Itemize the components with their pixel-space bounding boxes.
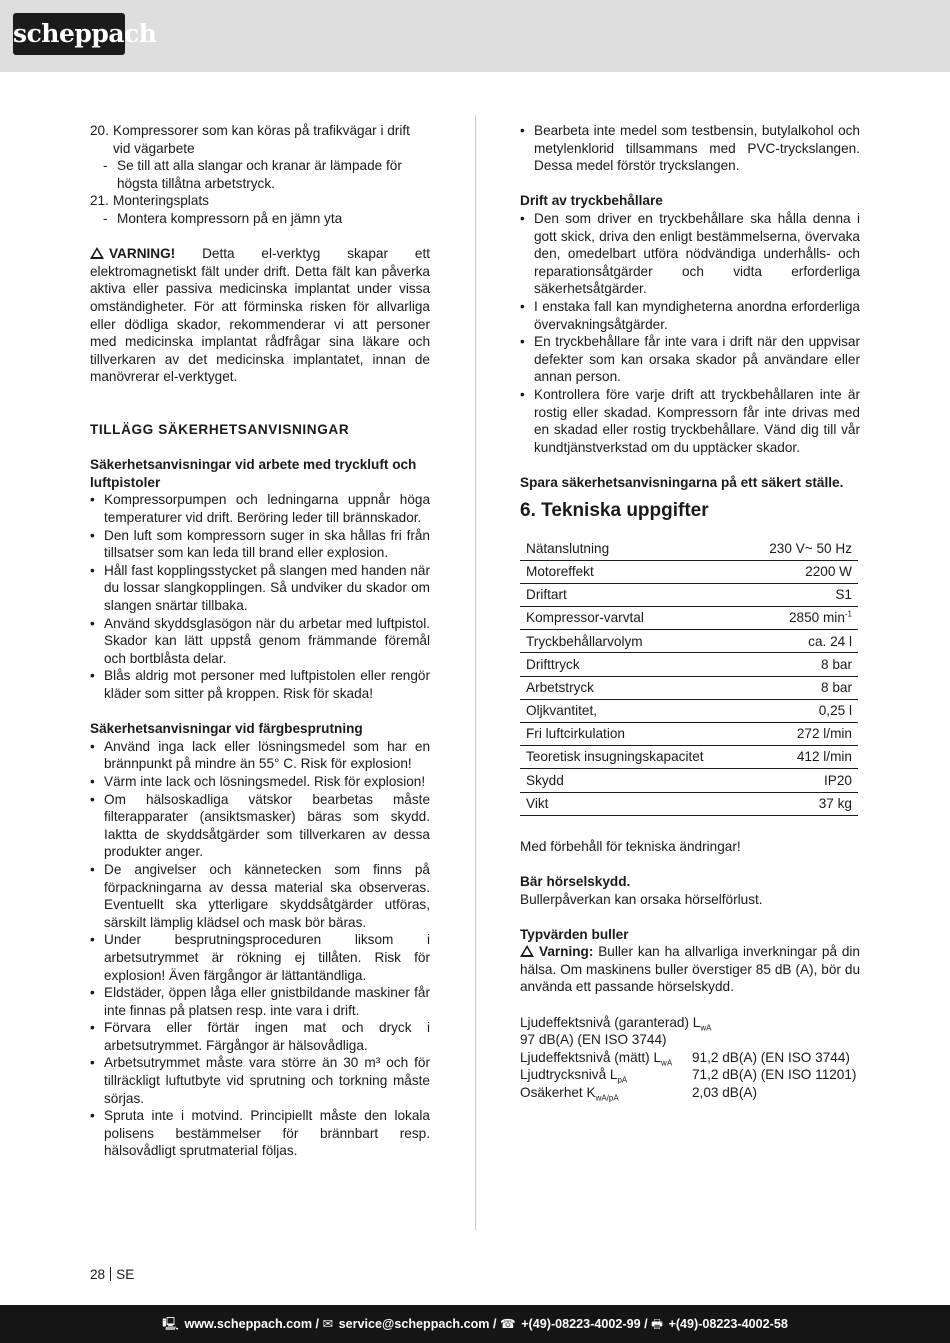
list-item-text: En tryckbehållare får inte vara i drift när den uppvisar defekter som kan orsaka skador på användare eller annan person. bbox=[534, 334, 860, 385]
paint-safety-list bbox=[90, 738, 430, 1160]
spec-row bbox=[520, 630, 858, 653]
list-item: • Den luft som kompressorn suger in ska hållas fri från tillsatser som kan leda till brand eller explosion. bbox=[90, 527, 430, 561]
phone-icon: ☎ bbox=[500, 1317, 516, 1331]
column-divider bbox=[475, 115, 476, 1230]
right-column bbox=[520, 122, 860, 1102]
page-number-value: 28 bbox=[90, 1267, 106, 1282]
sub-item-21: - Montera kompressorn på en jämn yta bbox=[90, 210, 430, 228]
list-item-text: Använd skyddsglasögon när du arbetar med luftpistol. Skador kan lätt uppstå genom främmande föremål och bortblåsta delar. bbox=[104, 615, 430, 666]
list-item-text: Eldstäder, öppen låga eller gnistbildande maskiner får inte finnas på platsen resp. inte vara i drift. bbox=[104, 985, 430, 1018]
list-item: • Värm inte lack och lösningsmedel. Risk för explosion! bbox=[90, 773, 430, 791]
list-item-text: De angivelser och kännetecken som finns på förpackningarna av dessa material ska observeras. Eventuellt ska ytterligare skyddsåtgärder utföras, särskilt lämplig klädsel och mask bör bäras. bbox=[104, 861, 430, 930]
spec-row bbox=[520, 653, 858, 676]
spec-table bbox=[520, 537, 858, 815]
list-item-text: Bearbeta inte medel som testbensin, butylalkohol och metylenklorid tillsammans med PVC-tryckslangen. Dessa medel förstör tryckslangen. bbox=[534, 123, 860, 174]
spec-value: 230 V~ 50 Hz bbox=[745, 537, 858, 560]
list-item: • Använd inga lack eller lösningsmedel som har en brännpunkt på mindre än 55° C. Risk för explosion! bbox=[90, 738, 430, 772]
noise-value: 71,2 dB(A) (EN ISO 11201) bbox=[692, 1067, 857, 1083]
noise-label: Osäkerhet $K_{wA/pA}$ bbox=[520, 1085, 619, 1103]
spec-label: Drifttryck bbox=[520, 653, 745, 676]
sub-item-text: Se till att alla slangar och kranar är lämpade för högsta tillåtna arbetstryck. bbox=[117, 158, 402, 191]
list-item-text: Värm inte lack och lösningsmedel. Risk för explosion! bbox=[104, 773, 426, 789]
noise-label: Ljudtrycksnivå $L_{pA}$ bbox=[520, 1067, 628, 1086]
noise-label: 97 dB(A) (EN ISO 3744) bbox=[520, 1032, 667, 1048]
list-item: • Håll fast kopplingsstycket på slangen med handen när du lossar slangkopplingen. Så undviker du skador om slangen snärtar tillbaka. bbox=[90, 562, 430, 614]
list-item: • Arbetsutrymmet måste vara större än 30 m³ och för tillräckligt luftutbyte vid sprutning och torkning måste sörjas. bbox=[90, 1055, 430, 1106]
spec-value: ca. 24 l bbox=[745, 630, 858, 653]
spec-value: 0,25 l bbox=[745, 699, 858, 722]
footer-phone[interactable]: +(49)-08223-4002-99 / bbox=[521, 1317, 648, 1331]
reservation-note: Med förbehåll för tekniska ändringar! bbox=[520, 838, 741, 854]
spec-row bbox=[520, 583, 858, 606]
air-safety-heading: Säkerhetsanvisningar vid arbete med tryckluft och luftpistoler bbox=[90, 457, 417, 490]
hearing-heading: Bär hörselskydd. bbox=[520, 873, 631, 889]
spec-label: Tryckbehållarvolym bbox=[520, 630, 745, 653]
spec-row bbox=[520, 537, 858, 560]
noise-warning-label: Varning: bbox=[539, 944, 594, 960]
spec-row bbox=[520, 699, 858, 722]
paint-safety-heading: Säkerhetsanvisningar vid färgbesprutning bbox=[90, 721, 363, 737]
item-text: Monteringsplats bbox=[113, 193, 209, 209]
noise-row bbox=[520, 1084, 860, 1102]
mail-icon: ✉ bbox=[322, 1317, 334, 1331]
footer-band bbox=[0, 1305, 950, 1343]
list-item-20 bbox=[90, 122, 430, 157]
fax-icon: 🖶 bbox=[651, 1317, 663, 1331]
list-item-text: Håll fast kopplingsstycket på slangen med handen när du lossar slangkopplingen. Så undviker du skador om slangen snärtar tillbaka. bbox=[104, 562, 430, 614]
computer-icon: 🖳 bbox=[162, 1317, 179, 1331]
spec-row bbox=[520, 607, 858, 630]
noise-values bbox=[520, 1014, 860, 1102]
list-item-text: Blås aldrig mot personer med luftpistolen eller rengör kläder som sitter på kroppen. Risk för skada! bbox=[104, 668, 430, 701]
list-item: • Använd skyddsglasögon när du arbetar med luftpistol. Skador kan lätt uppstå genom främmande föremål och bortblåsta delar. bbox=[90, 615, 430, 666]
list-item-text: Den som driver en tryckbehållare ska hålla denna i gott skick, driva den enligt bestämmelserna, övervaka den, omedelbart utföra nödvändiga underhålls- och reparationsåtgärder och vidta erforderliga säkerhetsåtgärder. bbox=[534, 210, 860, 297]
list-item: • Kompressorpumpen och ledningarna uppnår höga temperaturer vid drift. Beröring leder till brännskador. bbox=[90, 492, 430, 526]
list-item-text: Kontrollera före varje drift att tryckbehållaren inte är rostig eller skadad. Kompressorn får inte drivas med en skadad eller rostig tryckbehållare. Vänd dig till vår kundtjänstverkstad om du upptäcker skador. bbox=[534, 386, 860, 455]
noise-warning-text: Buller kan ha allvarliga inverkningar på din hälsa. Om maskinens buller överstiger 85 dB (A), bör du använda ett passande hörselskydd. bbox=[520, 944, 860, 995]
spec-value: 8 bar bbox=[745, 653, 858, 676]
page-language: SE bbox=[116, 1267, 135, 1282]
tech-section-title: 6. Tekniska uppgifter bbox=[520, 500, 709, 522]
warning-paragraph bbox=[90, 245, 430, 386]
warning-triangle-icon bbox=[520, 945, 534, 957]
noise-row bbox=[520, 1066, 860, 1084]
spec-value: 412 l/min bbox=[745, 746, 858, 769]
list-item-text: Kompressorpumpen och ledningarna uppnår höga temperaturer vid drift. Beröring leder till brännskador. bbox=[104, 492, 430, 526]
list-item: • Förvara eller förtär ingen mat och dryck i arbetsutrymmet. Färgångor är hälsovådliga. bbox=[90, 1020, 430, 1053]
spec-label: Vikt bbox=[520, 792, 745, 815]
spec-row bbox=[520, 746, 858, 769]
list-item-text: Den luft som kompressorn suger in ska hållas fri från tillsatser som kan leda till brand eller explosion. bbox=[104, 527, 430, 561]
noise-label: Ljudeffektsnivå (mätt) $L_{wA}$ bbox=[520, 1049, 673, 1068]
tank-list bbox=[520, 210, 860, 456]
spec-value: 2850 $\min^{-1}$ bbox=[745, 607, 858, 630]
spec-label: Teoretisk insugningskapacitet bbox=[520, 746, 745, 769]
save-note: Spara säkerhetsanvisningarna på ett säkert ställe. bbox=[520, 474, 844, 490]
spec-value: 8 bar bbox=[745, 676, 858, 699]
spec-row bbox=[520, 560, 858, 583]
list-item-21 bbox=[90, 192, 430, 210]
footer-email[interactable]: service@scheppach.com / bbox=[338, 1317, 497, 1331]
noise-warning bbox=[520, 943, 860, 996]
noise-row bbox=[520, 1031, 860, 1049]
list-item: • I enstaka fall kan myndigheterna anordna erforderliga övervakningsåtgärder. bbox=[520, 298, 860, 332]
spec-value: 37 kg bbox=[745, 792, 858, 815]
list-item: • Spruta inte i motvind. Principiellt måste den lokala polisens bestämmelser för brännbart resp. hälsovådligt sprutmaterial följas. bbox=[90, 1108, 430, 1159]
list-item-text: Använd inga lack eller lösningsmedel som har en brännpunkt på mindre än 55° C. Risk för explosion! bbox=[104, 738, 430, 772]
tank-heading: Drift av tryckbehållare bbox=[520, 193, 663, 209]
hearing-text: Bullerpåverkan kan orsaka hörselförlust. bbox=[520, 891, 763, 907]
item-text: Kompressorer som kan köras på trafikvägar i drift vid vägarbete bbox=[113, 123, 410, 156]
list-item-text: Förvara eller förtär ingen mat och dryck i arbetsutrymmet. Färgångor är hälsovådliga. bbox=[104, 1020, 430, 1053]
list-item-text: Under besprutningsproceduren liksom i arbetsutrymmet är rökning ej tillåten. Risk för explosion! Även färgångor är lättantändliga. bbox=[104, 932, 430, 983]
spec-value: 272 l/min bbox=[745, 722, 858, 745]
list-item-text: I enstaka fall kan myndigheterna anordna erforderliga övervakningsåtgärder. bbox=[534, 298, 860, 332]
warning-triangle-icon bbox=[90, 247, 104, 259]
section-heading: TILLÄGG SÄKERHETSANVISNINGAR bbox=[90, 422, 350, 438]
spec-row bbox=[520, 676, 858, 699]
footer-fax[interactable]: +(49)-08223-4002-58 bbox=[668, 1317, 788, 1331]
page-number bbox=[90, 1266, 134, 1284]
spec-label: Oljkvantitet, bbox=[520, 699, 745, 722]
spec-label: Nätanslutning bbox=[520, 537, 745, 560]
spec-label: Arbetstryck bbox=[520, 676, 745, 699]
list-item: • Eldstäder, öppen låga eller gnistbildande maskiner får inte finnas på platsen resp. inte vara i drift. bbox=[90, 985, 430, 1018]
list-item-text: Om hälsoskadliga vätskor bearbetas måste filterapparater (ansiktsmasker) bäras som skydd. Iaktta de skyddsåtgärder som tillverkaren av dessa produkter anger. bbox=[104, 791, 430, 860]
list-item: • De angivelser och kännetecken som finns på förpackningarna av dessa material ska observeras. Eventuellt ska ytterligare skyddsåtgärder utföras, särskilt lämplig klädsel och mask bör bäras. bbox=[90, 861, 430, 930]
spec-label: Motoreffekt bbox=[520, 560, 745, 583]
sub-item-20: - Se till att alla slangar och kranar är lämpade för högsta tillåtna arbetstryck. bbox=[90, 157, 430, 192]
list-item: • Bearbeta inte medel som testbensin, butylalkohol och metylenklorid tillsammans med PVC-tryckslangen. Dessa medel förstör tryckslangen. bbox=[520, 123, 860, 174]
item-number: 21. bbox=[90, 193, 109, 209]
warning-text: Detta el-verktyg skapar ett elektromagnetiskt fält under drift. Detta fält kan påverka aktiva eller passiva medicinska implantat under vissa omständigheter. För att förminska risken för allvarliga eller dödliga skador, rekommenderar vi att personer med medicinska implantat rådfrågar sina läkare och tillverkaren av det medicinska implantatet, innan de manövrerar el-verktyget. bbox=[90, 246, 430, 385]
sub-item-text: Montera kompressorn på en jämn yta bbox=[117, 210, 343, 226]
list-item-text: Spruta inte i motvind. Principiellt måste den lokala polisens bestämmelser för brännbart resp. hälsovådligt sprutmaterial följas. bbox=[104, 1108, 430, 1159]
header-band bbox=[0, 0, 950, 72]
noise-row bbox=[520, 1014, 860, 1032]
noise-heading: Typvärden buller bbox=[520, 926, 629, 942]
list-item: • Den som driver en tryckbehållare ska hålla denna i gott skick, driva den enligt bestämmelserna, övervaka den, omedelbart utföra nödvändiga underhålls- och reparationsåtgärder och vidta erforderliga säkerhetsåtgärder. bbox=[520, 210, 860, 297]
noise-value: 2,03 dB(A) bbox=[692, 1085, 757, 1101]
spec-row bbox=[520, 769, 858, 792]
list-item: • Kontrollera före varje drift att tryckbehållaren inte är rostig eller skadad. Kompressorn får inte drivas med en skadad eller rostig tryckbehållare. Vänd dig till vår kundtjänstverkstad om du upptäcker skador. bbox=[520, 386, 860, 455]
spec-label: Kompressor-varvtal bbox=[520, 607, 745, 630]
spec-row bbox=[520, 722, 858, 745]
scheppach-logo: scheppach bbox=[13, 13, 125, 55]
list-item: • Under besprutningsproceduren liksom i arbetsutrymmet är rökning ej tillåten. Risk för explosion! Även färgångor är lättantändliga. bbox=[90, 932, 430, 983]
spec-value: IP20 bbox=[745, 769, 858, 792]
air-safety-list bbox=[90, 491, 430, 702]
spec-value: 2200 W bbox=[745, 560, 858, 583]
item-number: 20. bbox=[90, 123, 109, 138]
list-item: • Om hälsoskadliga vätskor bearbetas måste filterapparater (ansiktsmasker) bäras som skydd. Iaktta de skyddsåtgärder som tillverkaren av dessa produkter anger. bbox=[90, 791, 430, 860]
spec-label: Skydd bbox=[520, 769, 745, 792]
noise-row bbox=[520, 1049, 860, 1067]
spec-row bbox=[520, 792, 858, 815]
left-column bbox=[90, 122, 430, 1160]
list-item: • En tryckbehållare får inte vara i drift när den uppvisar defekter som kan orsaka skador på användare eller annan person. bbox=[520, 334, 860, 385]
noise-label: Ljudeffektsnivå (garanterad) $L_{wA}$ bbox=[520, 1014, 712, 1033]
spec-value: S1 bbox=[745, 583, 858, 606]
spec-label: Fri luftcirkulation bbox=[520, 722, 745, 745]
warning-label: VARNING! bbox=[109, 246, 176, 262]
noise-value: 91,2 dB(A) (EN ISO 3744) bbox=[692, 1049, 850, 1065]
spec-label: Driftart bbox=[520, 583, 745, 606]
footer-website[interactable]: www.scheppach.com / bbox=[184, 1317, 320, 1331]
list-item-text: Arbetsutrymmet måste vara större än 30 m³ och för tillräckligt luftutbyte vid sprutning och torkning måste sörjas. bbox=[104, 1055, 430, 1106]
list-item: • Blås aldrig mot personer med luftpistolen eller rengör kläder som sitter på kroppen. Risk för skada! bbox=[90, 668, 430, 701]
